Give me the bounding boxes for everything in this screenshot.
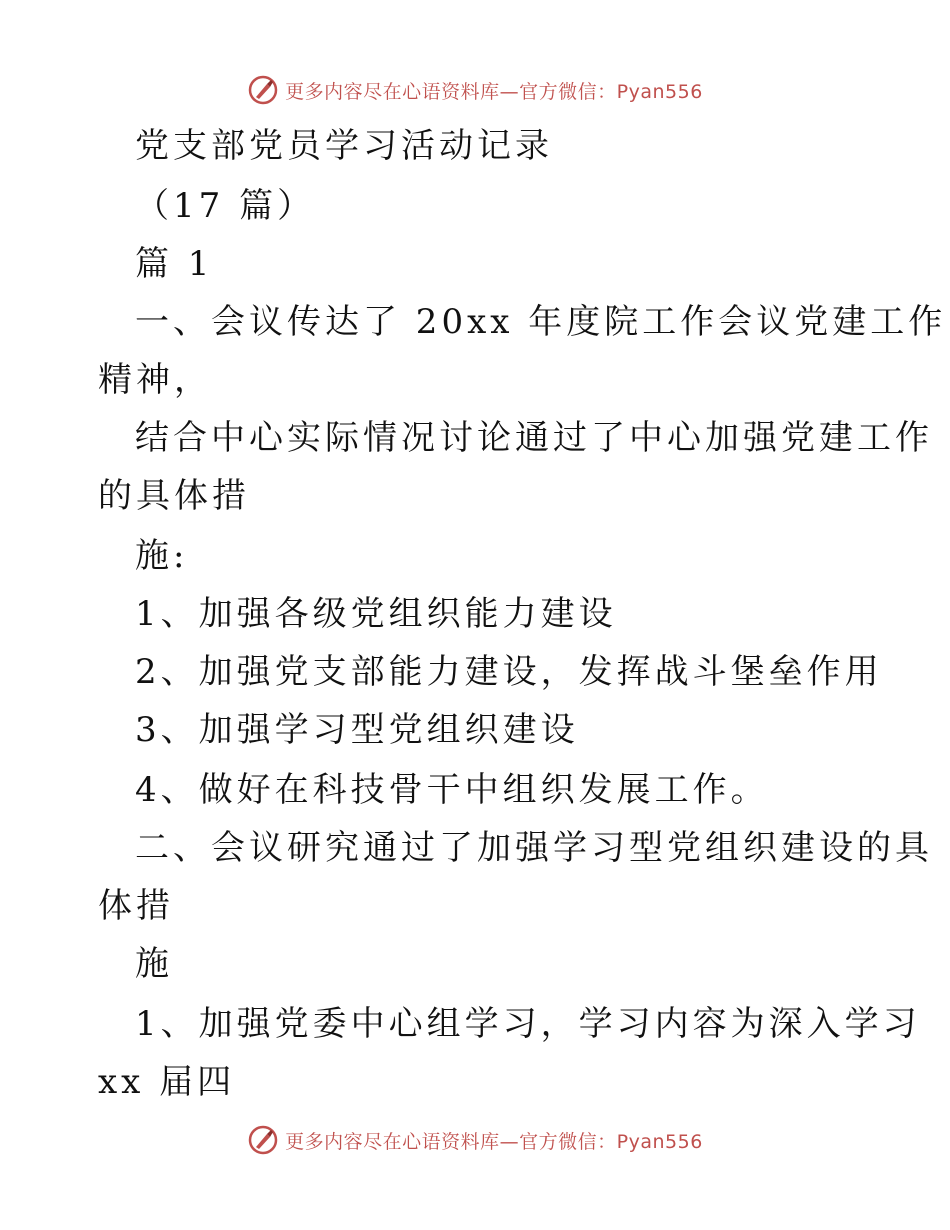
paragraph-line: 体措 (98, 886, 174, 926)
paragraph-line: 精神， (98, 360, 212, 400)
document-subtitle: （17 篇） (135, 186, 316, 226)
paragraph-line: xx 届四 (98, 1062, 236, 1102)
pen-logo-icon (247, 74, 279, 106)
list-item: 2、加强党支部能力建设，发挥战斗堡垒作用 (135, 652, 883, 692)
paragraph-line: 结合中心实际情况讨论通过了中心加强党建工作 (135, 418, 933, 458)
list-item: 1、加强各级党组织能力建设 (135, 594, 617, 634)
watermark-text: 更多内容尽在心语资料库—官方微信：Pyan556 (285, 1130, 703, 1153)
list-item: 4、做好在科技骨干中组织发展工作。 (135, 770, 769, 810)
watermark-text: 更多内容尽在心语资料库—官方微信：Pyan556 (285, 80, 703, 103)
paragraph-line: 一、会议传达了 20xx 年度院工作会议党建工作 (135, 302, 947, 342)
section-heading: 篇 1 (135, 244, 214, 284)
list-item: 3、加强学习型党组织建设 (135, 710, 579, 750)
paragraph-line: 施: (135, 536, 189, 576)
header-watermark (0, 70, 950, 110)
paragraph-line: 的具体措 (98, 476, 250, 516)
list-item: 1、加强党委中心组学习，学习内容为深入学习 (135, 1004, 921, 1044)
paragraph-line: 二、会议研究通过了加强学习型党组织建设的具 (135, 828, 933, 868)
footer-watermark (0, 1120, 950, 1160)
pen-logo-icon (247, 1124, 279, 1156)
paragraph-line: 施 (135, 944, 173, 984)
document-title: 党支部党员学习活动记录 (135, 126, 553, 166)
